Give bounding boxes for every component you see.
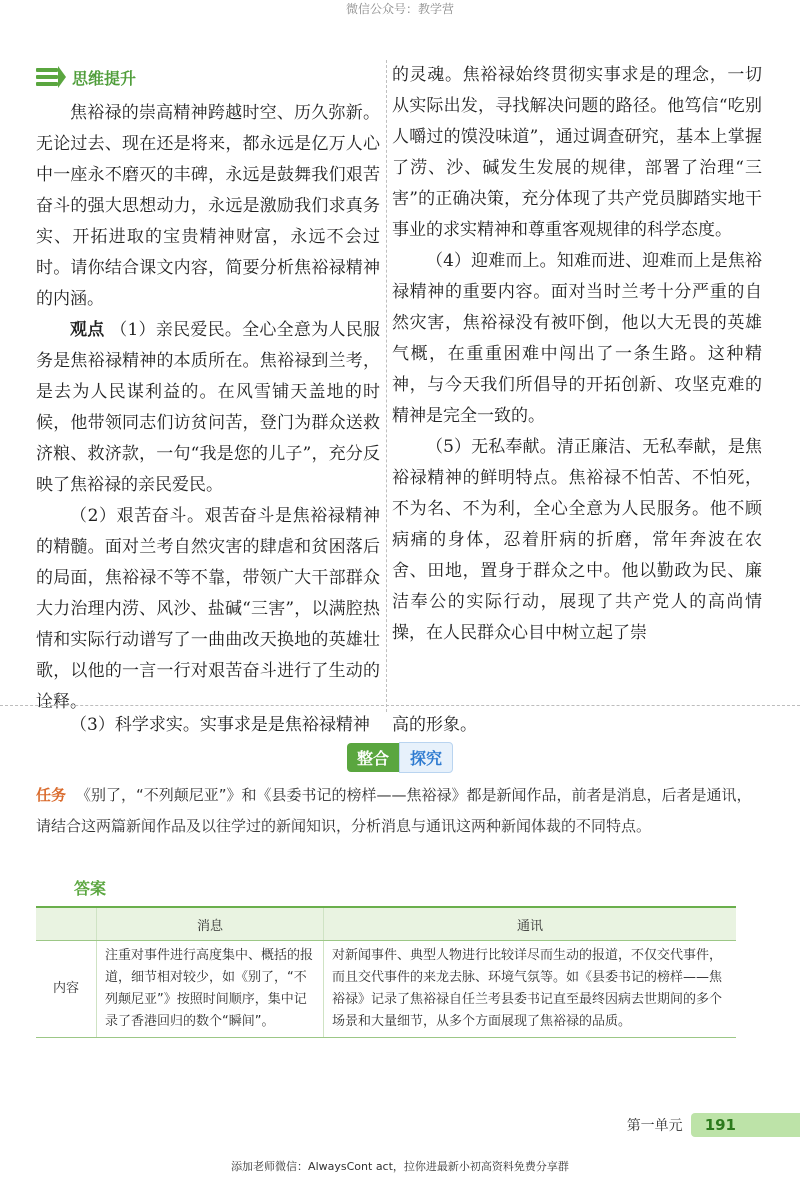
point-1 <box>36 315 380 501</box>
answer-label: 答案 <box>74 879 107 898</box>
list-icon <box>36 66 66 88</box>
banner-right: 探究 <box>399 742 453 773</box>
right-column <box>392 60 762 649</box>
cell-feature-content: 对新闻事件、典型人物进行比较详尽而生动的报道，不仅交代事件，而且交代事件的来龙去脉、环境气氛等。如《县委书记的榜样——焦裕禄》记录了焦裕禄自任兰考县委书记直至最终因病去世期间的多个场景和大量细节，从多个方面展现了焦裕禄的品质。 <box>324 941 737 1038</box>
task-label: 任务 <box>36 786 67 804</box>
point-3-continued: 的灵魂。焦裕禄始终贯彻实事求是的理念，一切从实际出发，寻找解决问题的路径。他笃信“吃别人嚼过的馍没味道”，通过调查研究，基本上掌握了涝、沙、碱发生发展的规律，部署了治理“三害”的正确决策，充分体现了共产党员脚踏实地干事业的求实精神和尊重客观规律的科学态度。 <box>392 65 762 240</box>
section-header <box>36 60 380 94</box>
point-1-text: （1）亲民爱民。全心全意为人民服务是焦裕禄精神的本质所在。焦裕禄到兰考，是去为人民谋利益的。在风雪铺天盖地的时候，他带领同志们访贫问苦，登门为群众送救济粮、救济款，一句“我是您的儿子”，充分反映了焦裕禄的亲民爱民。 <box>36 320 380 495</box>
header-cell-feature: 通讯 <box>324 907 737 941</box>
unit-label: 第一单元 <box>626 1118 683 1134</box>
table-header-row <box>36 907 736 941</box>
section-divider <box>0 705 800 706</box>
page-number: 191 <box>691 1113 800 1137</box>
bottom-watermark: 添加老师微信：AlwaysCont act，拉你进最新小初高资料免费分享群 <box>231 1160 569 1173</box>
task-block <box>36 780 758 842</box>
left-column <box>36 60 380 718</box>
viewpoint-label: 观点 <box>70 320 105 340</box>
top-watermark: 微信公众号：教学营 <box>345 2 454 16</box>
section-title: 思维提升 <box>72 68 137 88</box>
task-text: 《别了，“不列颠尼亚”》和《县委书记的榜样——焦裕禄》都是新闻作品，前者是消息，后者是通讯，请结合这两篇新闻作品及以往学过的新闻知识，分析消息与通讯这两种新闻体裁的不同特点。 <box>36 786 752 835</box>
banner-left: 整合 <box>347 743 399 772</box>
point-5: （5）无私奉献。清正廉洁、无私奉献，是焦裕禄精神的鲜明特点。焦裕禄不怕苦、不怕死，不为名、不为利，全心全意为人民服务。他不顾病痛的身体，忍着肝病的折磨，常年奔波在农舍、田地，置身于群众之中。他以勤政为民、廉洁奉公的实际行动，展现了共产党人的高尚情操，在人民群众心目中树立起了崇 <box>392 437 762 643</box>
header-cell-news: 消息 <box>97 907 324 941</box>
row-header-content: 内容 <box>36 941 97 1038</box>
header-cell-empty <box>36 907 97 941</box>
cell-news-content: 注重对事件进行高度集中、概括的报道，细节相对较少，如《别了，“不列颠尼亚”》按照时间顺序，集中记录了香港回归的数个“瞬间”。 <box>97 941 324 1038</box>
point-5-end: 高的形象。 <box>392 715 477 735</box>
intro-paragraph: 焦裕禄的崇高精神跨越时空、历久弥新。无论过去、现在还是将来，都永远是亿万人心中一座永不磨灭的丰碑，永远是鼓舞我们艰苦奋斗的强大思想动力，永远是激励我们求真务实、开拓进取的宝贵精神财富，永远不会过时。请你结合课文内容，简要分析焦裕禄精神的内涵。 <box>36 103 380 309</box>
integration-banner <box>0 742 800 772</box>
point-3-start: （3）科学求实。实事求是是焦裕禄精神 <box>70 715 370 735</box>
table-row <box>36 941 736 1038</box>
column-divider <box>386 60 387 712</box>
answer-table <box>36 906 736 1038</box>
point-4: （4）迎难而上。知难而进、迎难而上是焦裕禄精神的重要内容。面对当时兰考十分严重的自然灾害，焦裕禄没有被吓倒，他以大无畏的英雄气概，在重重困难中闯出了一条生路。这种精神，与今天我们所倡导的开拓创新、攻坚克难的精神是完全一致的。 <box>392 251 762 426</box>
page-footer <box>627 1110 800 1140</box>
point-2: （2）艰苦奋斗。艰苦奋斗是焦裕禄精神的精髓。面对兰考自然灾害的肆虐和贫困落后的局面，焦裕禄不等不靠，带领广大干部群众大力治理内涝、风沙、盐碱“三害”，以满腔热情和实际行动谱写了一曲曲改天换地的英雄壮歌，以他的一言一行对艰苦奋斗进行了生动的诠释。 <box>36 506 380 712</box>
reading-section <box>36 60 762 712</box>
